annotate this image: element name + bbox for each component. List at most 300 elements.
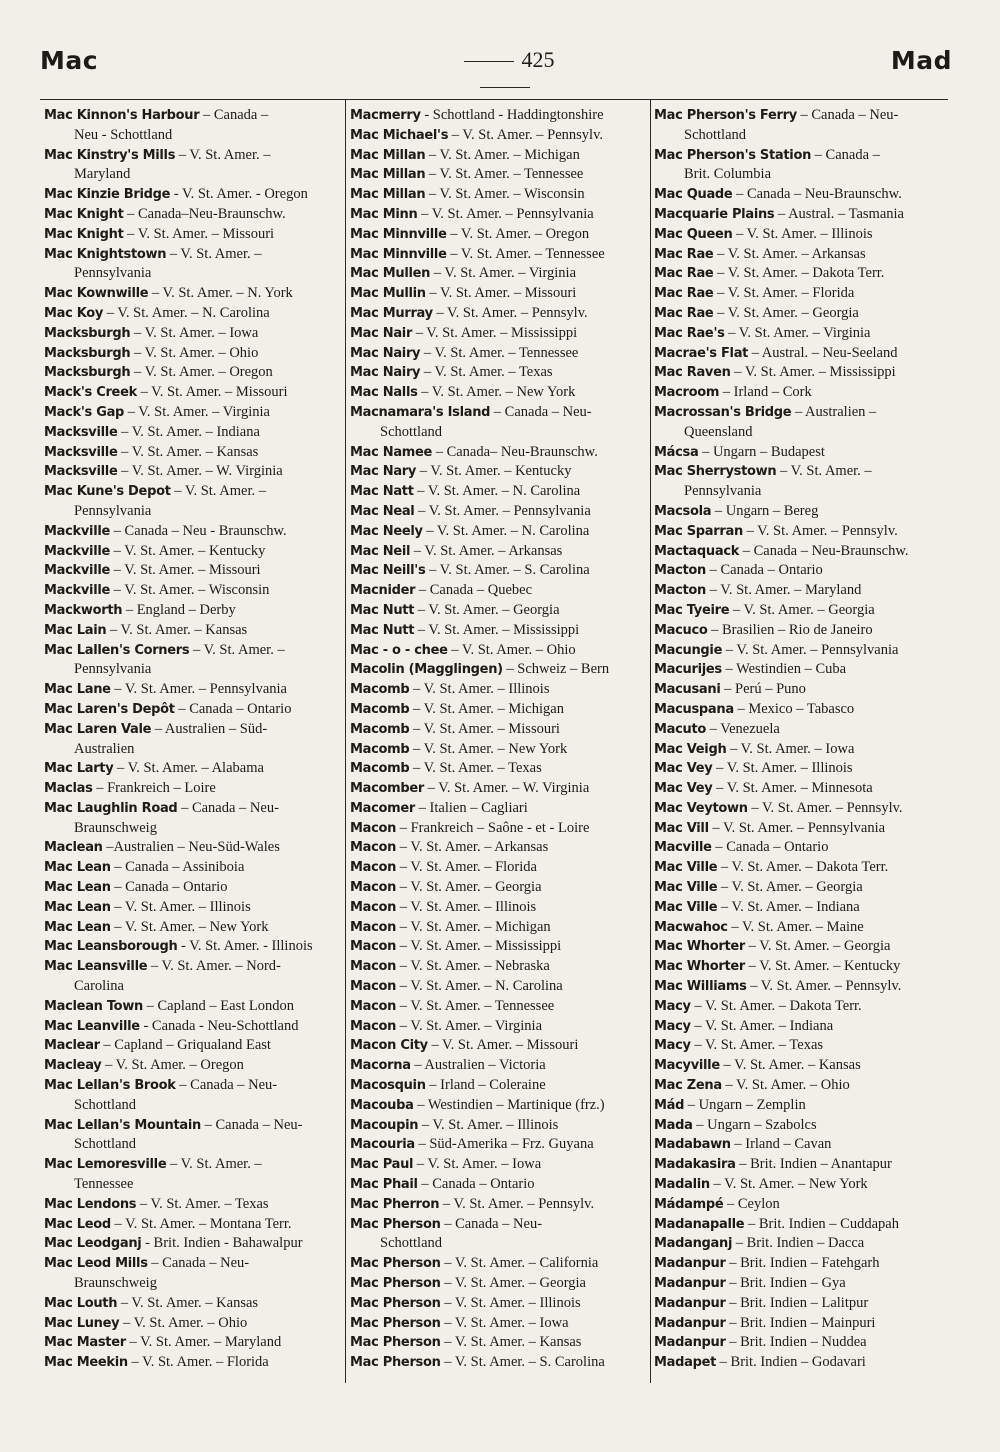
entry-location: – V. St. Amer. – Mississippi xyxy=(414,621,580,638)
entry-headword: Macuco xyxy=(654,622,708,638)
gazetteer-entry xyxy=(350,660,646,680)
entry-location: – V. St. Amer. – S. Carolina xyxy=(425,562,590,579)
entry-location: – V. St. Amer. – Pennsylvania xyxy=(722,641,899,658)
gazetteer-entry xyxy=(350,225,646,245)
entry-location: – Canada – Ontario xyxy=(711,839,829,856)
gazetteer-entry xyxy=(350,779,646,799)
gazetteer-entry xyxy=(350,1215,646,1255)
entry-location: – Canada – Neu-Braunschw. xyxy=(739,542,909,559)
entry-headword: Mac Nutt xyxy=(350,602,415,618)
entry-headword: Macuspana xyxy=(654,701,734,717)
entry-headword: Macy xyxy=(654,998,691,1014)
entry-location: – V. St. Amer. – Ohio xyxy=(130,344,259,361)
entry-location: – V. St. Amer. – Ohio xyxy=(721,1077,850,1094)
entry-location: – V. St. Amer. – Georgia xyxy=(440,1275,586,1292)
gazetteer-entry xyxy=(654,898,950,918)
gazetteer-entry xyxy=(350,740,646,760)
entry-location: – V. St. Amer. – Missouri xyxy=(136,384,288,401)
entry-headword: Macleay xyxy=(44,1058,102,1074)
gazetteer-entry xyxy=(350,621,646,641)
entry-headword: Mac Pherron xyxy=(350,1196,440,1212)
gazetteer-entry xyxy=(350,858,646,878)
entry-location: – V. St. Amer. – Maryland xyxy=(706,582,862,599)
entry-headword: Mac Neely xyxy=(350,523,423,539)
entry-headword: Macksville xyxy=(44,444,118,460)
entry-headword: Maclas xyxy=(44,781,93,797)
gazetteer-entry xyxy=(350,443,646,463)
entry-headword: Macon xyxy=(350,1018,397,1034)
gazetteer-entry xyxy=(350,1195,646,1215)
entry-headword: Mac Queen xyxy=(654,226,733,242)
entry-headword: Macksville xyxy=(44,424,118,440)
entry-headword: Macomer xyxy=(350,800,416,816)
gazetteer-entry xyxy=(44,1254,340,1294)
entry-headword: Macorna xyxy=(350,1058,411,1074)
entry-location: – V. St. Amer. – Pennsylv. xyxy=(747,799,903,816)
entry-location: – Canada – xyxy=(811,146,880,163)
gazetteer-entry xyxy=(44,997,340,1017)
entry-location: – Canada – Neu-Braunschw. xyxy=(732,186,902,203)
entry-location: – V. St. Amer. – Mississippi xyxy=(730,364,896,381)
entry-headword: Macon xyxy=(350,840,397,856)
entry-headword: Macon xyxy=(350,939,397,955)
entry-headword: Mac Knight xyxy=(44,206,124,222)
entry-location: – V. St. Amer. – W. Virginia xyxy=(117,463,283,480)
entry-location: – Canada – Neu - Braunschw. xyxy=(110,522,287,539)
entry-headword: Macy xyxy=(654,1038,691,1054)
entry-headword: Macon xyxy=(350,998,397,1014)
entry-location: – V. St. Amer. – Missouri xyxy=(427,1037,579,1054)
entry-location: – V. St. Amer. – Kentucky xyxy=(416,463,572,480)
entry-headword: Macolin (Magglingen) xyxy=(350,662,503,678)
gazetteer-entry xyxy=(44,680,340,700)
gazetteer-entry xyxy=(350,126,646,146)
gazetteer-entry xyxy=(350,1333,646,1353)
entry-location: - Brit. Indien - Bahawalpur xyxy=(141,1235,303,1252)
header-dash-left xyxy=(464,61,514,62)
entry-location: – Irland – Cavan xyxy=(730,1136,832,1153)
entry-location: – V. St. Amer. – Nord- xyxy=(147,958,281,975)
gazetteer-entry xyxy=(350,918,646,938)
entry-location: – V. St. Amer. – Kansas xyxy=(719,1057,861,1074)
entry-headword: Macrossan's Bridge xyxy=(654,404,792,420)
gazetteer-entry xyxy=(44,1215,340,1235)
entry-continuation: Braunschweig xyxy=(74,1275,157,1292)
entry-headword: Mac Leanville xyxy=(44,1018,140,1034)
entry-location: – V. St. Amer. – Tennessee xyxy=(446,245,605,262)
entry-headword: Mac Quade xyxy=(654,187,733,203)
entry-location: – V. St. Amer. – Wisconsin xyxy=(425,186,585,203)
gazetteer-entry xyxy=(350,937,646,957)
entry-headword: Macomb xyxy=(350,701,410,717)
entry-location: – V. St. Amer. – Illinois xyxy=(396,898,537,915)
entry-headword: Mac Pherson xyxy=(350,1315,441,1331)
entry-headword: Mac Louth xyxy=(44,1295,118,1311)
entry-location: – V. St. Amer. – Georgia xyxy=(729,601,875,618)
gazetteer-entry xyxy=(654,680,950,700)
entry-headword: Macton xyxy=(654,563,707,579)
gazetteer-entry xyxy=(44,1155,340,1195)
gazetteer-entry xyxy=(654,918,950,938)
entry-headword: Macwahoc xyxy=(654,919,728,935)
entry-headword: Mac Leansville xyxy=(44,959,148,975)
entry-headword: Mac Master xyxy=(44,1335,126,1351)
gazetteer-entry xyxy=(654,245,950,265)
entry-headword: Mac Raven xyxy=(654,365,731,381)
gazetteer-entry xyxy=(350,601,646,621)
entry-headword: Mac Whorter xyxy=(654,939,746,955)
entry-headword: Macon xyxy=(350,959,397,975)
gazetteer-entry xyxy=(350,799,646,819)
gazetteer-entry xyxy=(44,304,340,324)
gazetteer-entry xyxy=(350,1056,646,1076)
entry-headword: Mac Pherson xyxy=(350,1335,441,1351)
entry-headword: Madanpur xyxy=(654,1256,726,1272)
entry-headword: Mada xyxy=(654,1117,693,1133)
entry-location: – V. St. Amer. – Tennessee xyxy=(420,344,579,361)
entry-headword: Mac Lane xyxy=(44,682,111,698)
entry-location: – Australien – Victoria xyxy=(410,1057,546,1074)
entry-location: – Australien – xyxy=(791,403,877,420)
entry-headword: Macmerry xyxy=(350,108,421,123)
gazetteer-entry xyxy=(44,344,340,364)
entry-location: – Canada – Neu- xyxy=(147,1255,250,1272)
entry-location: – V. St. Amer. – New York xyxy=(409,740,568,757)
gazetteer-entry xyxy=(44,1076,340,1116)
entry-headword: Mac Kinzie Bridge xyxy=(44,187,171,203)
entry-location: – V. St. Amer. – Michigan xyxy=(425,146,580,163)
entry-headword: Macomb xyxy=(350,741,410,757)
entry-headword: Macomb xyxy=(350,721,410,737)
entry-location: – Brit. Indien – Lalitpur xyxy=(725,1294,869,1311)
entry-continuation: Pennsylvania xyxy=(74,265,152,282)
entry-location: – V. St. Amer. – Pennsylvania xyxy=(110,681,287,698)
gazetteer-entry xyxy=(654,443,950,463)
gazetteer-entry xyxy=(350,1274,646,1294)
gazetteer-entry xyxy=(654,383,950,403)
entry-location: – V. St. Amer. – xyxy=(175,146,271,163)
entry-location: – V. St. Amer. – Indiana xyxy=(117,423,260,440)
entry-headword: Macon xyxy=(350,820,397,836)
gazetteer-entry xyxy=(654,502,950,522)
gazetteer-entry xyxy=(44,225,340,245)
entry-continuation: Schottland xyxy=(74,1136,137,1153)
entry-headword: Macon xyxy=(350,919,397,935)
entry-location: – V. St. Amer. – Texas xyxy=(690,1037,824,1054)
entry-headword: Mac Lean xyxy=(44,899,111,915)
gazetteer-entry xyxy=(654,878,950,898)
entry-location: – England – Derby xyxy=(122,601,236,618)
entry-location: – V. St. Amer. – Kansas xyxy=(440,1334,582,1351)
gazetteer-entry xyxy=(654,660,950,680)
gazetteer-entry xyxy=(350,1353,646,1373)
entry-headword: Mac Millan xyxy=(350,167,426,183)
entry-location: – V. St. Amer. – California xyxy=(440,1255,599,1272)
entry-headword: Macy xyxy=(654,1018,691,1034)
gazetteer-entry xyxy=(44,720,340,760)
entry-location: – V. St. Amer. – Dakota Terr. xyxy=(717,859,889,876)
entry-location: – V. St. Amer. – Mississippi xyxy=(396,938,562,955)
entry-location: – V. St. Amer. – Virginia xyxy=(430,265,577,282)
gazetteer-entry xyxy=(654,700,950,720)
gazetteer-entry xyxy=(350,185,646,205)
entry-headword: Mac Pherson xyxy=(350,1295,441,1311)
gazetteer-entry xyxy=(44,581,340,601)
gazetteer-entry xyxy=(654,858,950,878)
entry-location: – Brit. Indien – Gya xyxy=(725,1275,846,1292)
entry-location: – V. St. Amer. – N. York xyxy=(148,285,293,302)
entry-location: – V. St. Amer. – Texas xyxy=(409,760,542,777)
entry-headword: Mac Mullin xyxy=(350,286,426,302)
gazetteer-entry xyxy=(350,997,646,1017)
column-1 xyxy=(44,106,340,1373)
gazetteer-entry xyxy=(654,997,950,1017)
gazetteer-entry xyxy=(44,621,340,641)
entry-headword: Madanapalle xyxy=(654,1216,745,1232)
entry-location: – Canada – Neu- xyxy=(201,1116,303,1133)
entry-location: – V. St. Amer. – Mississippi xyxy=(412,324,578,341)
entry-location: – V. St. Amer. – N. Carolina xyxy=(422,522,590,539)
entry-headword: Mac Veytown xyxy=(654,800,748,816)
gazetteer-entry xyxy=(350,1096,646,1116)
entry-headword: Mac Natt xyxy=(350,484,414,500)
entry-headword: Mack's Creek xyxy=(44,385,137,401)
entry-headword: Madanpur xyxy=(654,1276,726,1292)
entry-location: – Brit. Indien – Godavari xyxy=(716,1354,866,1371)
gazetteer-entry xyxy=(350,1116,646,1136)
entry-headword: Mac Leansborough xyxy=(44,939,178,955)
entry-location: – V. St. Amer. – Virginia xyxy=(724,324,871,341)
entry-location: – V. St. Amer. – Illinois xyxy=(732,225,873,242)
entry-location: – Ceylon xyxy=(723,1195,780,1212)
gazetteer-entry xyxy=(654,344,950,364)
entry-headword: Mac Lean xyxy=(44,880,111,896)
entry-headword: Mack's Gap xyxy=(44,404,125,420)
entry-location: – Austral. – Neu-Seeland xyxy=(748,344,898,361)
entry-headword: Mac Neill's xyxy=(350,563,426,579)
entry-headword: Mac Mullen xyxy=(350,266,431,282)
entry-location: – V. St. Amer. – Iowa xyxy=(440,1314,569,1331)
gazetteer-entry xyxy=(654,522,950,542)
entry-location: – Brit. Indien – Dacca xyxy=(732,1235,865,1252)
entry-location: – V. St. Amer. – Georgia xyxy=(717,879,863,896)
entry-headword: Mackworth xyxy=(44,602,123,618)
entry-location: – Canada – Neu- xyxy=(796,107,899,123)
entry-headword: Madakasira xyxy=(654,1157,736,1173)
entry-location: – Irland – Coleraine xyxy=(425,1077,546,1094)
entry-location: – V. St. Amer. – Tennessee xyxy=(425,166,584,183)
gazetteer-entry xyxy=(44,957,340,997)
entry-headword: Mac Pherson's Ferry xyxy=(654,108,797,123)
entry-headword: Mac Leodganj xyxy=(44,1236,142,1252)
gazetteer-entry xyxy=(654,1017,950,1037)
gazetteer-entry xyxy=(350,1135,646,1155)
entry-headword: Mac Vill xyxy=(654,820,709,836)
gazetteer-entry xyxy=(44,799,340,839)
gazetteer-entry xyxy=(350,1076,646,1096)
entry-headword: Macomb xyxy=(350,761,410,777)
entry-headword: Macouria xyxy=(350,1137,415,1153)
entry-location: – V. St. Amer. – xyxy=(166,1156,262,1173)
entry-location: – V. St. Amer. – Pennsylv. xyxy=(742,522,898,539)
entry-continuation: Schottland xyxy=(380,423,443,440)
gazetteer-entry xyxy=(350,363,646,383)
entry-headword: Mac Williams xyxy=(654,979,747,995)
entry-location: –Australien – Neu-Süd-Wales xyxy=(102,839,280,856)
gazetteer-entry xyxy=(654,1056,950,1076)
entry-headword: Mackville xyxy=(44,523,111,539)
gazetteer-entry xyxy=(350,838,646,858)
gazetteer-entry xyxy=(44,838,340,858)
entry-location: – V. St. Amer. – Arkansas xyxy=(410,542,563,559)
entry-headword: Macroom xyxy=(654,385,720,401)
gazetteer-entry xyxy=(654,284,950,304)
entry-location: – V. St. Amer. – Georgia xyxy=(713,304,859,321)
entry-headword: Mac Rae xyxy=(654,266,714,282)
entry-location: – V. St. Amer. – Indiana xyxy=(690,1017,834,1034)
entry-location: – Canada – Ontario xyxy=(417,1176,535,1193)
entry-headword: Mac Lean xyxy=(44,919,111,935)
gazetteer-entry xyxy=(654,542,950,562)
gazetteer-entry xyxy=(350,957,646,977)
entry-headword: Macsola xyxy=(654,503,712,519)
entry-headword: Macon xyxy=(350,880,397,896)
entry-location: – Brit. Indien – Anantapur xyxy=(735,1156,892,1173)
entry-location: – V. St. Amer. – Tennessee xyxy=(396,997,555,1014)
gazetteer-entry xyxy=(44,1314,340,1334)
gazetteer-entry xyxy=(350,1294,646,1314)
gazetteer-entry xyxy=(350,561,646,581)
entry-headword: Macyville xyxy=(654,1058,720,1074)
gazetteer-entry xyxy=(654,1155,950,1175)
entry-location: – V. St. Amer. – N. Carolina xyxy=(396,978,563,995)
entry-headword: Mac Murray xyxy=(350,305,433,321)
entry-location: – V. St. Amer. – Arkansas xyxy=(396,839,549,856)
column-divider-1 xyxy=(345,100,346,1383)
entry-continuation: Schottland xyxy=(74,1096,137,1113)
entry-headword: Madalin xyxy=(654,1177,710,1193)
entry-headword: Mac Paul xyxy=(350,1157,414,1173)
entry-location: – V. St. Amer. – Iowa xyxy=(726,740,855,757)
entry-location: – V. St. Amer. – Iowa xyxy=(130,324,259,341)
gazetteer-entry xyxy=(654,1116,950,1136)
gazetteer-entry xyxy=(44,878,340,898)
page-number xyxy=(425,47,585,99)
entry-headword: Mac Phail xyxy=(350,1177,418,1193)
gazetteer-entry xyxy=(44,245,340,285)
entry-headword: Mac - o - chee xyxy=(350,642,448,658)
gazetteer-entry xyxy=(44,106,340,146)
entry-location: – Canada – Ontario xyxy=(706,562,823,579)
entry-location: – V. St. Amer. – Dakota Terr. xyxy=(690,997,862,1014)
gazetteer-entry xyxy=(44,522,340,542)
entry-continuation: Schottland xyxy=(380,1235,443,1252)
entry-headword: Madabawn xyxy=(654,1137,731,1153)
gazetteer-entry xyxy=(350,720,646,740)
gazetteer-entry xyxy=(654,720,950,740)
gazetteer-entry xyxy=(654,799,950,819)
entry-location: – V. St. Amer. – Pennsylvania xyxy=(708,819,886,836)
gazetteer-entry xyxy=(44,1333,340,1353)
entry-location: – V. St. Amer. – Missouri xyxy=(409,720,560,737)
entry-headword: Mac Sparran xyxy=(654,523,743,539)
entry-location: – V. St. Amer. – Pennsylvania xyxy=(414,502,591,519)
gazetteer-entry xyxy=(654,581,950,601)
gazetteer-entry xyxy=(350,245,646,265)
entry-headword: Mac Lemoresville xyxy=(44,1157,167,1173)
gazetteer-entry xyxy=(654,1274,950,1294)
gazetteer-entry xyxy=(654,363,950,383)
entry-location: – V. St. Amer. – Montana Terr. xyxy=(110,1215,292,1232)
entry-location: – Canada – Ontario xyxy=(174,700,292,717)
entry-location: – V. St. Amer. – S. Carolina xyxy=(440,1354,605,1371)
entry-location: – Canada – Ontario xyxy=(110,879,228,896)
gazetteer-entry xyxy=(654,324,950,344)
entry-location: – V. St. Amer. – Illinois xyxy=(712,760,853,777)
entry-location: – V. St. Amer. – Ohio xyxy=(447,641,576,658)
page-number-text: 425 xyxy=(521,47,555,72)
entry-headword: Macville xyxy=(654,840,712,856)
header-right-guide-word: Mad xyxy=(890,46,952,75)
entry-headword: Mád xyxy=(654,1097,685,1113)
gazetteer-entry xyxy=(654,1135,950,1155)
gazetteer-entry xyxy=(350,403,646,443)
entry-location: – V. St. Amer. – Oregon xyxy=(130,364,273,381)
gazetteer-entry xyxy=(350,977,646,997)
gazetteer-entry xyxy=(654,146,950,186)
entry-location: – V. St. Amer. – Wisconsin xyxy=(110,582,270,599)
gazetteer-entry xyxy=(350,1036,646,1056)
entry-headword: Macomber xyxy=(350,781,425,797)
gazetteer-entry xyxy=(44,759,340,779)
entry-location: – V. St. Amer. – Illinois xyxy=(440,1294,581,1311)
entry-location: – V. St. Amer. – Illinois xyxy=(418,1116,559,1133)
gazetteer-entry xyxy=(44,898,340,918)
gazetteer-entry xyxy=(654,1195,950,1215)
entry-headword: Mac Lean xyxy=(44,860,111,876)
gazetteer-entry xyxy=(44,146,340,186)
entry-headword: Mac Veigh xyxy=(654,741,727,757)
gazetteer-entry xyxy=(654,304,950,324)
gazetteer-entry xyxy=(654,1234,950,1254)
entry-continuation: Maryland xyxy=(74,166,131,183)
gazetteer-entry xyxy=(350,581,646,601)
entry-headword: Mac Nairy xyxy=(350,345,421,361)
entry-location: – Canada – Neu- xyxy=(440,1215,543,1232)
gazetteer-entry xyxy=(350,284,646,304)
gazetteer-entry xyxy=(350,898,646,918)
entry-continuation: Pennsylvania xyxy=(74,661,152,678)
gazetteer-entry xyxy=(350,1314,646,1334)
entry-location: – V. St. Amer. – Illinois xyxy=(110,898,251,915)
entry-headword: Mac Neil xyxy=(350,543,411,559)
entry-headword: Mac Kinnon's Harbour xyxy=(44,108,200,123)
entry-headword: Mac Knightstown xyxy=(44,246,167,262)
gazetteer-entry xyxy=(44,383,340,403)
entry-headword: Macuto xyxy=(654,721,707,737)
entry-location: – V. St. Amer. – Iowa xyxy=(413,1156,542,1173)
entry-headword: Mac Whorter xyxy=(654,959,746,975)
gazetteer-entry xyxy=(44,918,340,938)
entry-headword: Madanpur xyxy=(654,1315,726,1331)
entry-location: – V. St. Amer. – Kentucky xyxy=(745,958,901,975)
entry-headword: Macurijes xyxy=(654,662,722,678)
entry-continuation: Pennsylvania xyxy=(74,502,152,519)
entry-headword: Mac Zena xyxy=(654,1078,722,1094)
entry-headword: Macon xyxy=(350,979,397,995)
gazetteer-entry xyxy=(350,383,646,403)
entry-headword: Madapet xyxy=(654,1355,717,1371)
